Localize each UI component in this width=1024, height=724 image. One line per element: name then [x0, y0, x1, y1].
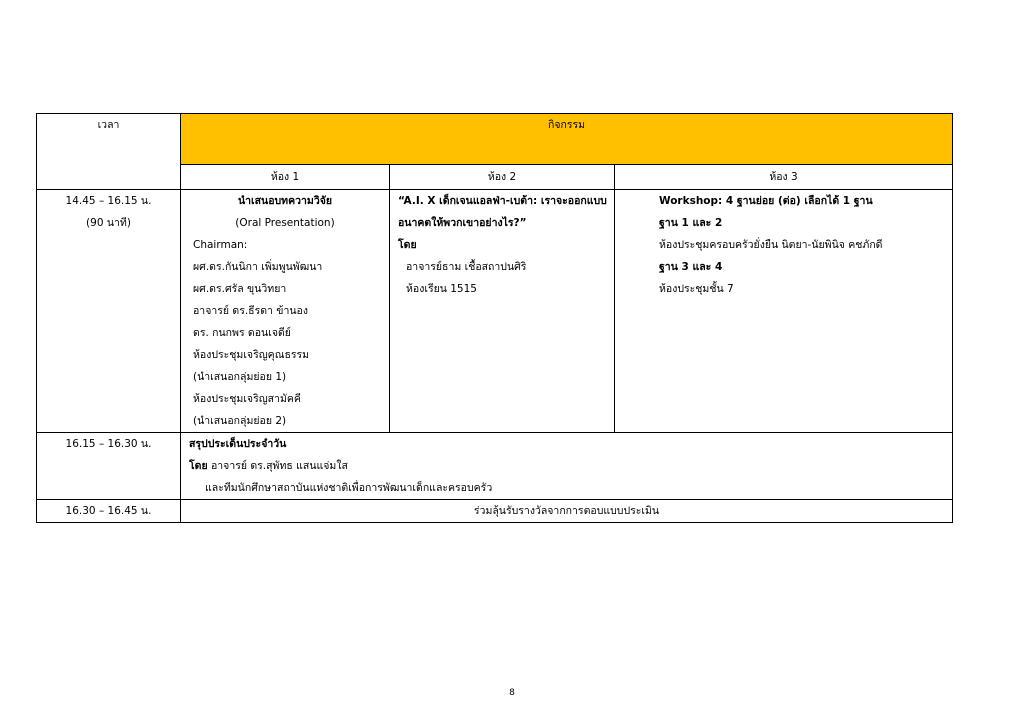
schedule-table	[36, 113, 953, 523]
time-cell-3: 16.30 – 16.45 น.	[37, 500, 181, 523]
chairman-name: อาจารย์ ดร.ธีรดา ข้านอง	[193, 305, 308, 317]
time-cell-2: 16.15 – 16.30 น.	[37, 433, 181, 500]
room-3-title: Workshop: 4 ฐานย่อย (ต่อ) เลือกได้ 1 ฐาน	[659, 195, 873, 207]
summary-by-label: โดย	[189, 460, 208, 472]
room-2-title-line-2: อนาคตให้พวกเขาอย่างไร?”	[398, 217, 527, 229]
chairman-label: Chairman:	[193, 239, 248, 251]
room-2-by-label: โดย	[398, 239, 417, 251]
time-column-header: เวลา	[37, 114, 181, 190]
header-row	[37, 114, 953, 165]
session-row-3	[37, 500, 953, 523]
venue-text: ห้องประชุมเจริญคุณธรรม	[193, 349, 310, 361]
chairman-name: ผศ.ดร.กันนิกา เพิ่มพูนพัฒนา	[193, 261, 323, 273]
room-2-venue: ห้องเรียน 1515	[406, 283, 477, 295]
session-row-1	[37, 190, 953, 433]
room-3-header: ห้อง 3	[615, 165, 953, 190]
time-cell-1	[37, 190, 181, 433]
base-3-4-venue: ห้องประชุมชั้น 7	[659, 283, 734, 295]
summary-team: และทีมนักศึกษาสถาบันแห่งชาติเพื่อการพัฒนาเด็กและครอบครัว	[205, 482, 493, 494]
venue-text: ห้องประชุมเจริญสามัคคี	[193, 393, 301, 405]
summary-title: สรุปประเด็นประจำวัน	[189, 438, 287, 450]
activity-column-header: กิจกรรม	[181, 114, 953, 165]
chairman-name: ดร. กนกพร ดอนเจดีย์	[193, 327, 291, 339]
duration-text: (90 นาที)	[86, 217, 131, 229]
summary-presenter	[181, 455, 952, 477]
room-1-cell	[181, 190, 390, 433]
page-number: 8	[509, 688, 515, 698]
room-2-title-line-1: “A.I. X เด็กเจนแอลฟ่า-เบต้า: เราจะออกแบบ	[398, 195, 607, 207]
chairman-name: ผศ.ดร.ศรัล ขุนวิทยา	[193, 283, 287, 295]
venue-note: (นำเสนอกลุ่มย่อย 1)	[193, 371, 287, 383]
session-row-2	[37, 433, 953, 500]
summary-cell	[181, 433, 953, 500]
award-cell: ร่วมลุ้นรับรางวัลจากการตอบแบบประเมิน	[181, 500, 953, 523]
room-3-cell	[615, 190, 953, 433]
summary-presenter-name: อาจารย์ ดร.สุพัทธ แสนแจ่มใส	[207, 460, 348, 472]
room-2-speaker: อาจารย์ธาม เชื้อสถาปนศิริ	[406, 261, 527, 273]
time-range: 14.45 – 16.15 น.	[65, 195, 152, 207]
base-1-2-venue: ห้องประชุมครอบครัวยั่งยืน นิตยา-นัยพินิจ คชภักดี	[659, 239, 883, 251]
base-3-4-label: ฐาน 3 และ 4	[659, 261, 723, 273]
venue-note: (นำเสนอกลุ่มย่อย 2)	[193, 415, 287, 427]
room-2-header: ห้อง 2	[390, 165, 615, 190]
room-1-title: นำเสนอบทความวิจัย	[237, 195, 333, 207]
room-2-cell	[390, 190, 615, 433]
base-1-2-label: ฐาน 1 และ 2	[659, 217, 723, 229]
room-1-subtitle: (Oral Presentation)	[235, 217, 335, 229]
room-1-header: ห้อง 1	[181, 165, 390, 190]
